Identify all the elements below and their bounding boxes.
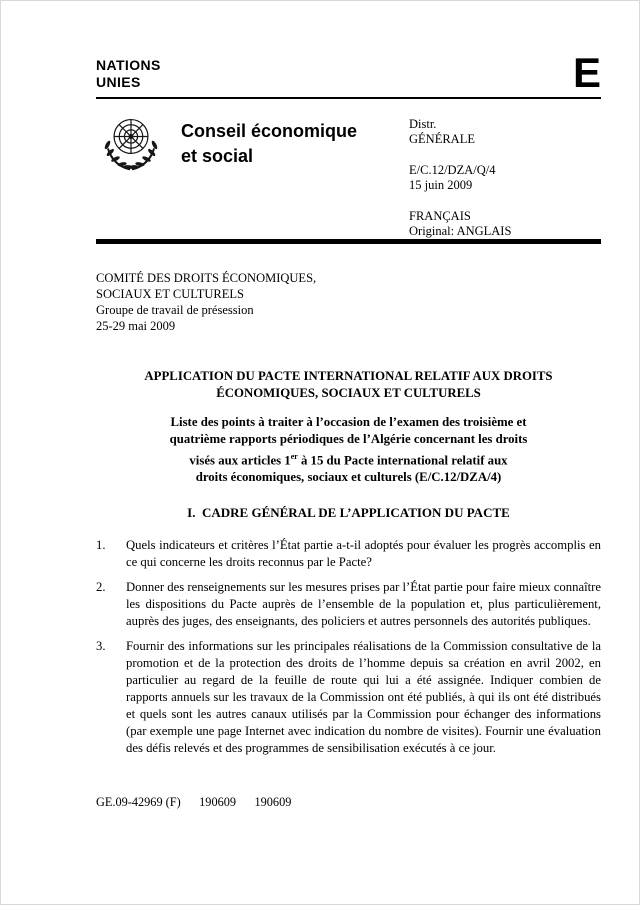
section-heading: I. CADRE GÉNÉRAL DE L’APPLICATION DU PACTE [187,505,510,521]
council-title [181,119,357,169]
distr-label: Distr. [409,117,437,131]
document-footer: GE.09-42969 (F) 190609 190609 [96,795,292,809]
masthead [96,111,601,239]
subtitle-line4: droits économiques, sociaux et culturels (E/C.12/DZA/4) [195,470,502,485]
document-subtitle [96,414,601,486]
paragraph-number: 2. [96,580,106,595]
org-name [96,57,161,91]
paragraph-text: Quels indicateurs et critères l’État partie a-t-il adoptés pour évaluer les progrès accomplis en ce qui concerne les droits reconnus par le Pacte? [126,538,601,570]
org-name-line1: NATIONS [96,57,161,73]
distr-group [409,117,511,147]
un-emblem-icon [98,113,164,195]
paragraph-text: Donner des renseignements sur les mesures prises par l’État partie pour faire mieux connaître les dispositions du Pacte auprès de l’ensemble de la population et, plus particulièrement, auprès des juges, des enseignants, des policiers et autres personnels des autorités publiques. [126,580,601,629]
committee-block [96,270,601,334]
council-title-line2: et social [181,146,254,166]
committee-name-line2: SOCIAUX ET CULTURELS [96,287,244,301]
numbered-paragraphs [96,537,601,757]
document-symbol: E/C.12/DZA/Q/4 [409,163,496,177]
distribution-block [409,117,511,255]
subtitle-line3 [96,448,601,469]
document-original-language: Original: ANGLAIS [409,224,512,238]
council-title-line1: Conseil économique [181,121,358,141]
subtitle-line3-superscript: er [290,452,298,461]
subtitle-line3-pre: visés aux articles 1 [189,453,291,468]
document-title-line2: ÉCONOMIQUES, SOCIAUX ET CULTURELS [216,386,481,400]
document-series-letter: E [572,49,601,96]
paragraph-text: Fournir des informations sur les principales réalisations de la Commission consultative de la promotion et de la protection des droits de l’homme depuis sa création en avril 2002, en particulier au regard de la feuille de route qui lui a été assignée. Indiquer combien de rapports annuels sur les travaux de la Commission ont été publiés, à qui ils ont été distribués et quels sont les autres canaux utilisés par la Commission pour échanger des informations (par exemple une page Internet avec indication du nombre de visites). Fournir une évaluation des défis relevés et des programmes de sensibilisation exécutés à ce jour. [126,639,601,756]
document-title [96,368,601,402]
paragraph-number: 1. [96,538,106,553]
distr-value: GÉNÉRALE [409,132,475,146]
document-date: 15 juin 2009 [409,178,473,192]
masthead-divider [96,239,601,244]
subtitle-line1: Liste des points à traiter à l’occasion de l’examen des troisième et [170,415,527,429]
document-content [96,49,601,765]
org-name-line2: UNIES [96,74,141,90]
paragraph-item [96,537,601,571]
language-group [409,209,511,239]
paragraph-item [96,579,601,630]
paragraph-item [96,638,601,757]
document-title-line1: APPLICATION DU PACTE INTERNATIONAL RELATIF AUX DROITS [144,369,553,383]
subtitle-line3-post: à 15 du Pacte international relatif aux [297,453,508,468]
symbol-group [409,163,511,193]
document-header [96,49,601,96]
document-language: FRANÇAIS [409,209,471,223]
committee-name-line1: COMITÉ DES DROITS ÉCONOMIQUES, [96,271,317,285]
header-divider [96,97,601,99]
session-info-line2: 25-29 mai 2009 [96,319,176,333]
session-info-line1: Groupe de travail de présession [96,303,254,317]
paragraph-number: 3. [96,639,106,654]
subtitle-line2: quatrième rapports périodiques de l’Algérie concernant les droits [169,432,528,446]
